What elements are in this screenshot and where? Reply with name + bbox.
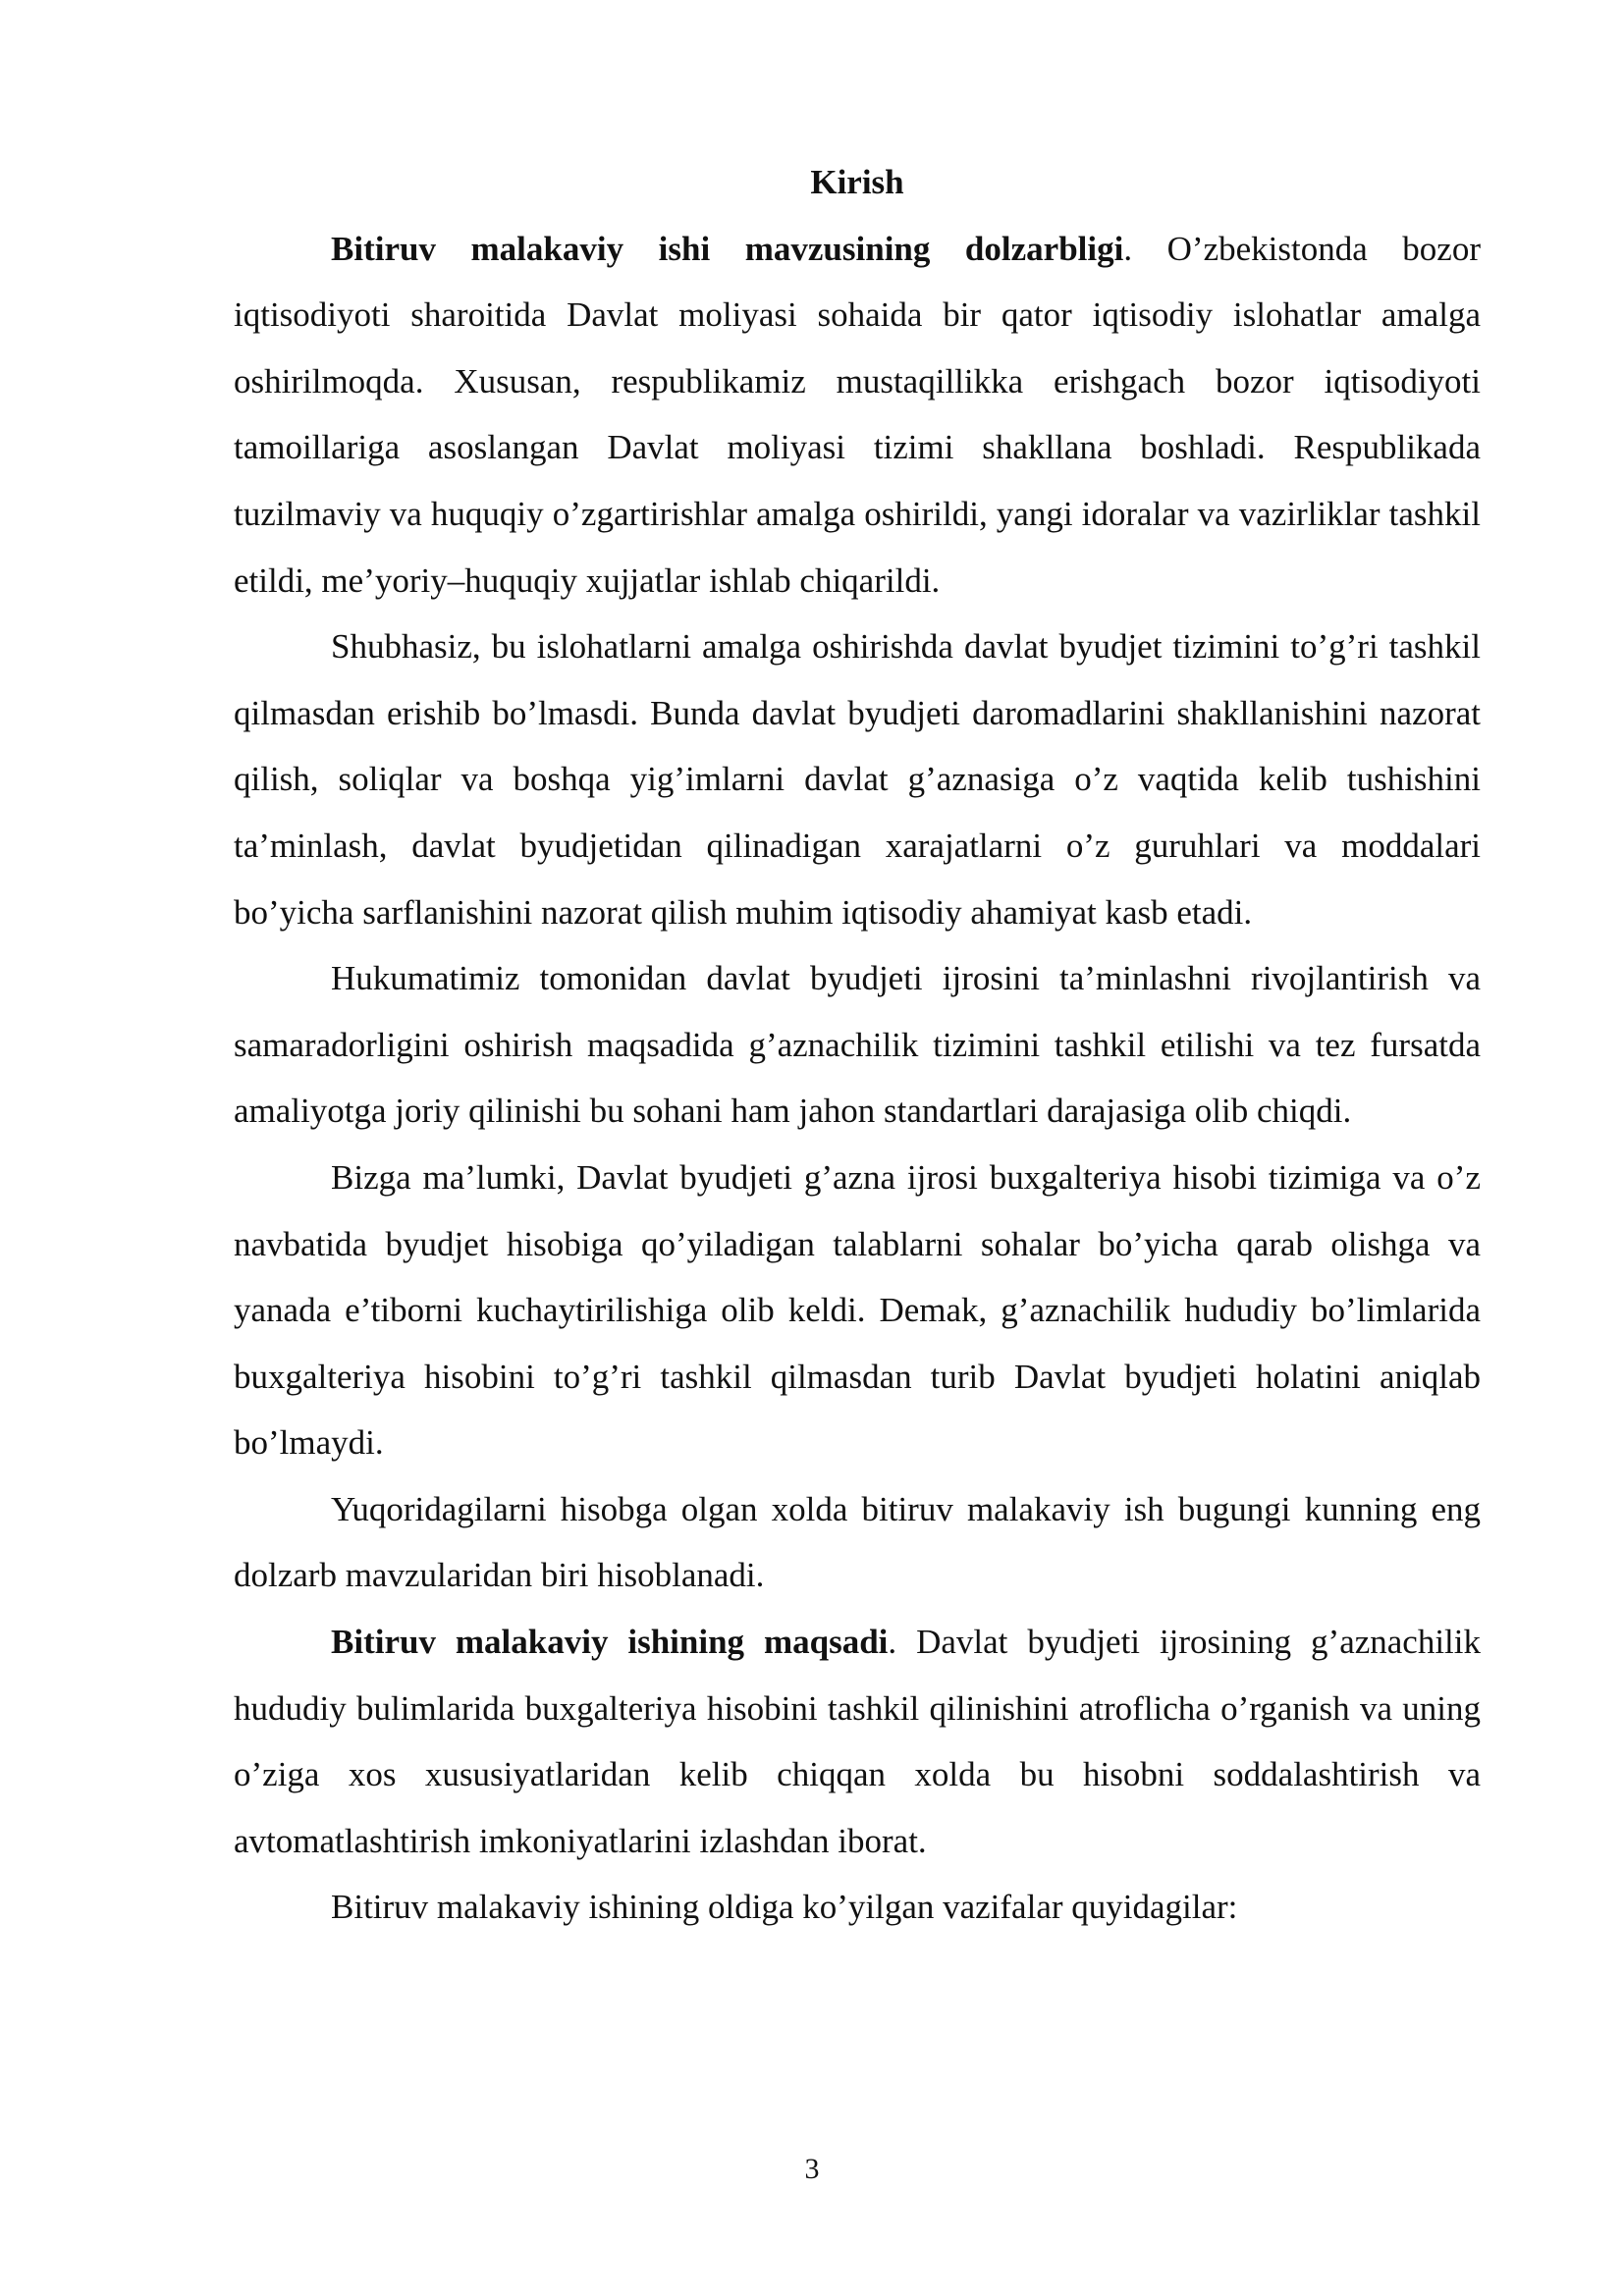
paragraph-text: Shubhasiz, bu islohatlarni amalga oshirishda davlat byudjet tizimini to’g’ri tashkil qilmasdan erishib bo’lmasdi. Bunda davlat byudjeti daromadlarini shakllanishini nazorat qilish, soliqlar va boshqa yig’imlarni davlat g’aznasiga o’z vaqtida kelib tushishini ta’minlash, davlat byudjetidan qilinadigan xarajatlarni o’z guruhlari va moddalari bo’yicha sarflanishini nazorat qilish muhim iqtisodiy ahamiyat kasb etadi. bbox=[234, 627, 1481, 932]
paragraph-tasks-intro bbox=[234, 1874, 1481, 1941]
paragraph-lead-goal: Bitiruv malakaviy ishining maqsadi bbox=[331, 1623, 889, 1662]
paragraph-accounting bbox=[234, 1145, 1481, 1476]
paragraph-budget-reform bbox=[234, 614, 1481, 945]
paragraph-topic-importance bbox=[234, 1476, 1481, 1609]
section-heading: Kirish bbox=[810, 163, 904, 201]
paragraph-text-relevance: . O’zbekistonda bozor iqtisodiyoti sharoitida Davlat moliyasi sohaida bir qator iqtisodiy islohatlar amalga oshirilmoqda. Xususan, respublikamiz mustaqillikka erishgach bozor iqtisodiyoti tamoillariga asoslangan Davlat moliyasi tizimi shakllana boshladi. Respublikada tuzilmaviy va huquqiy o’zgartirishlar amalga oshirildi, yangi idoralar va vazirliklar tashkil etildi, me’yoriy–huquqiy xujjatlar ishlab chiqarildi. bbox=[234, 229, 1482, 600]
paragraph-text: Yuqoridagilarni hisobga olgan xolda bitiruv malakaviy ish bugungi kunning eng dolzarb mavzularidan biri hisoblanadi. bbox=[234, 1489, 1481, 1595]
paragraph-text: Bitiruv malakaviy ishining oldiga ko’yilgan vazifalar quyidagilar: bbox=[331, 1888, 1238, 1927]
page-number: 3 bbox=[804, 2153, 820, 2185]
paragraph-lead-relevance: Bitiruv malakaviy ishi mavzusining dolzarbligi bbox=[331, 229, 1124, 268]
paragraph-goal bbox=[234, 1609, 1481, 1874]
paragraph-text-goal: . Davlat byudjeti ijrosining g’aznachilik hududiy bulimlarida buxgalteriya hisobini tashkil qilinishini atroflicha o’rganish va uning o’ziga xos xususiyatlaridan kelib chiqqan xolda bu hisobni soddalashtirish va avtomatlashtirish imkoniyatlarini izlashdan iborat. bbox=[234, 1623, 1482, 1860]
page-content bbox=[234, 149, 1481, 1941]
paragraph-relevance bbox=[234, 216, 1481, 614]
paragraph-text: Hukumatimiz tomonidan davlat byudjeti ijrosini ta’minlashni rivojlantirish va samaradorligini oshirish maqsadida g’aznachilik tizimini tashkil etilishi va tez fursatda amaliyotga joriy qilinishi bu sohani ham jahon standartlari darajasiga olib chiqdi. bbox=[234, 959, 1481, 1131]
paragraph-text: Bizga ma’lumki, Davlat byudjeti g’azna ijrosi buxgalteriya hisobi tizimiga va o’z navbatida byudjet hisobiga qo’yiladigan talablarni sohalar bo’yicha qarab olishga va yanada e’tiborni kuchaytirilishiga olib keldi. Demak, g’aznachilik hududiy bo’limlarida buxgalteriya hisobini to’g’ri tashkil qilmasdan turib Davlat byudjeti holatini aniqlab bo’lmaydi. bbox=[234, 1157, 1481, 1463]
paragraph-treasury-system bbox=[234, 945, 1481, 1145]
